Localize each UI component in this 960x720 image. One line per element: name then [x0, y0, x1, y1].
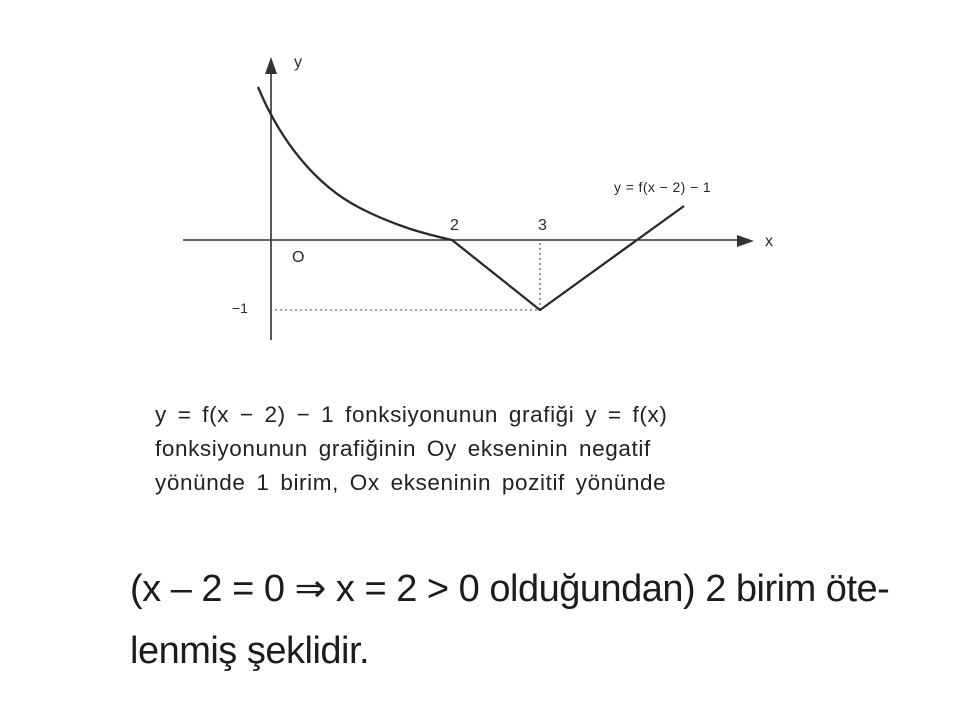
- origin-label: O: [292, 249, 305, 266]
- axis-y-label: y: [294, 54, 302, 71]
- explanation-paragraph: [155, 398, 835, 500]
- conclusion-line-1: (x – 2 = 0 ⇒ x = 2 > 0 olduğundan) 2 birim öte-: [130, 568, 890, 610]
- conclusion-paragraph: [130, 558, 890, 682]
- x-axis-arrow-icon: [737, 235, 754, 247]
- tick-x-2: 2: [450, 217, 459, 234]
- explanation-line-3: yönünde 1 birim, Ox ekseninin pozitif yönünde: [155, 470, 667, 495]
- graph-curve: [258, 87, 684, 310]
- tick-x-3: 3: [538, 217, 547, 234]
- explanation-line-2: fonksiyonunun grafiğinin Oy ekseninin negatif: [155, 436, 651, 461]
- explanation-line-1: y = f(x − 2) − 1 fonksiyonunun grafiği y = f(x): [155, 402, 668, 427]
- conclusion-line-2: lenmiş şeklidir.: [130, 630, 370, 672]
- y-axis-arrow-icon: [265, 57, 277, 74]
- axis-x-label: x: [765, 233, 773, 250]
- tick-y-neg1: −1: [232, 300, 248, 316]
- curve-label: y = f(x − 2) − 1: [614, 179, 712, 195]
